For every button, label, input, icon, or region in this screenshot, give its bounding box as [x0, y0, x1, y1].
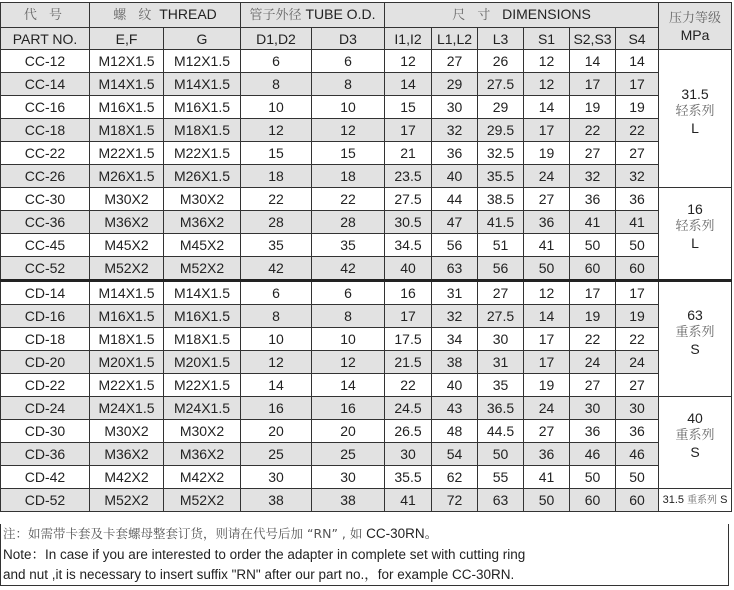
thread-g: M14X1.5	[164, 73, 241, 96]
dim-l1l2: 40	[432, 165, 478, 188]
dim-i1i2: 17	[385, 305, 432, 328]
header-tube-od: 管子外径 TUBE O.D.	[241, 3, 385, 28]
dim-l3: 29.5	[478, 119, 524, 142]
grade-series-cn: 轻系列	[675, 219, 715, 234]
tube-d3: 12	[312, 119, 385, 142]
part-no: CD-52	[1, 489, 90, 512]
tube-d1d2: 10	[241, 328, 312, 351]
grade-series: S	[720, 493, 728, 506]
thread-ef: M16X1.5	[90, 305, 164, 328]
dim-i1i2: 41	[385, 489, 432, 512]
header-part-no: PART NO.	[1, 28, 90, 50]
dim-i1i2: 34.5	[385, 234, 432, 257]
dim-s2s3: 22	[570, 328, 616, 351]
table-row	[1, 305, 732, 328]
grade-series: S	[690, 340, 700, 357]
thread-g: M14X1.5	[164, 281, 241, 305]
grade-series: S	[690, 444, 700, 460]
dim-s1: 12	[524, 73, 570, 96]
tube-d1d2: 8	[241, 305, 312, 328]
tube-d3: 18	[312, 165, 385, 188]
dim-s2s3: 24	[570, 351, 616, 374]
tube-d1d2: 12	[241, 351, 312, 374]
dim-i1i2: 15	[385, 96, 432, 119]
thread-ef: M45X2	[90, 234, 164, 257]
tube-d1d2: 20	[241, 420, 312, 443]
part-no: CD-22	[1, 374, 90, 397]
thread-ef: M18X1.5	[90, 328, 164, 351]
col-s2s3: S2,S3	[570, 28, 616, 50]
thread-ef: M52X2	[90, 489, 164, 512]
dim-l1l2: 47	[432, 211, 478, 234]
table-row	[1, 211, 732, 234]
part-no: CD-36	[1, 443, 90, 466]
col-ef: E,F	[90, 28, 164, 50]
header-part-cn: 代 号	[1, 3, 90, 28]
dim-s4: 36	[616, 420, 659, 443]
dim-l1l2: 72	[432, 489, 478, 512]
dim-s2s3: 27	[570, 142, 616, 165]
col-g: G	[164, 28, 241, 50]
dim-s4: 46	[616, 443, 659, 466]
dim-l1l2: 29	[432, 73, 478, 96]
thread-ef: M30X2	[90, 420, 164, 443]
dim-s2s3: 60	[570, 257, 616, 281]
dim-s1: 24	[524, 165, 570, 188]
dim-l1l2: 32	[432, 119, 478, 142]
thread-ef: M20X1.5	[90, 351, 164, 374]
table-row	[1, 234, 732, 257]
col-l1l2: L1,L2	[432, 28, 478, 50]
table-row	[1, 374, 732, 397]
dim-l1l2: 36	[432, 142, 478, 165]
part-no: CD-18	[1, 328, 90, 351]
grade-series-cn: 重系列	[675, 324, 715, 340]
dim-s4: 17	[616, 73, 659, 96]
dim-s4: 60	[616, 257, 659, 281]
thread-g: M52X2	[164, 257, 241, 281]
dim-s1: 27	[524, 188, 570, 211]
tube-d3: 15	[312, 142, 385, 165]
dim-l3: 50	[478, 443, 524, 466]
part-no: CC-18	[1, 119, 90, 142]
tube-d1d2: 10	[241, 96, 312, 119]
table-row	[1, 165, 732, 188]
header-dimensions: 尺 寸 DIMENSIONS	[385, 3, 659, 28]
thread-g: M18X1.5	[164, 119, 241, 142]
tube-d3: 28	[312, 211, 385, 234]
dim-l1l2: 40	[432, 374, 478, 397]
dim-s1: 41	[524, 234, 570, 257]
thread-ef: M16X1.5	[90, 96, 164, 119]
dim-s2s3: 46	[570, 443, 616, 466]
tube-d3: 25	[312, 443, 385, 466]
thread-g: M22X1.5	[164, 374, 241, 397]
pressure-grade-cell	[659, 397, 732, 489]
col-d3: D3	[312, 28, 385, 50]
dim-l1l2: 54	[432, 443, 478, 466]
thread-ef: M14X1.5	[90, 73, 164, 96]
dim-s4: 50	[616, 466, 659, 489]
thread-g: M30X2	[164, 420, 241, 443]
table-row	[1, 281, 732, 305]
dim-l3: 41.5	[478, 211, 524, 234]
dim-s1: 12	[524, 50, 570, 73]
dim-s1: 24	[524, 397, 570, 420]
dim-s2s3: 50	[570, 234, 616, 257]
dim-s1: 36	[524, 443, 570, 466]
dim-l3: 56	[478, 257, 524, 281]
grade-series: L	[691, 120, 699, 136]
table-row	[1, 489, 732, 512]
part-no: CC-45	[1, 234, 90, 257]
dim-s4: 14	[616, 50, 659, 73]
header-pressure-grade: 压力等级 MPa	[659, 3, 732, 50]
col-d1d2: D1,D2	[241, 28, 312, 50]
dim-l1l2: 63	[432, 257, 478, 281]
thread-ef: M14X1.5	[90, 281, 164, 305]
thread-g: M12X1.5	[164, 50, 241, 73]
thread-g: M24X1.5	[164, 397, 241, 420]
part-no: CD-16	[1, 305, 90, 328]
dim-i1i2: 14	[385, 73, 432, 96]
table-row	[1, 257, 732, 281]
dim-l1l2: 34	[432, 328, 478, 351]
thread-ef: M18X1.5	[90, 119, 164, 142]
dim-i1i2: 21	[385, 142, 432, 165]
tube-d3: 42	[312, 257, 385, 281]
dim-s1: 17	[524, 119, 570, 142]
dim-s4: 41	[616, 211, 659, 234]
thread-g: M52X2	[164, 489, 241, 512]
dim-i1i2: 24.5	[385, 397, 432, 420]
dim-l3: 35	[478, 374, 524, 397]
dim-l1l2: 27	[432, 50, 478, 73]
dim-s2s3: 14	[570, 50, 616, 73]
tube-d1d2: 30	[241, 466, 312, 489]
tube-d3: 8	[312, 73, 385, 96]
tube-d1d2: 18	[241, 165, 312, 188]
dim-s4: 22	[616, 119, 659, 142]
tube-d1d2: 8	[241, 73, 312, 96]
grade-series: L	[691, 235, 699, 251]
dim-l3: 31	[478, 351, 524, 374]
thread-g: M26X1.5	[164, 165, 241, 188]
dim-s2s3: 19	[570, 305, 616, 328]
tube-d1d2: 16	[241, 397, 312, 420]
tube-d1d2: 6	[241, 50, 312, 73]
dim-i1i2: 35.5	[385, 466, 432, 489]
pressure-grade-cell	[659, 281, 732, 397]
part-no: CC-14	[1, 73, 90, 96]
thread-g: M42X2	[164, 466, 241, 489]
grade-series-cn: 重系列	[687, 494, 718, 506]
grade-series-cn: 轻系列	[675, 104, 715, 119]
grade-value: 40	[687, 410, 703, 426]
tube-d1d2: 25	[241, 443, 312, 466]
tube-d1d2: 28	[241, 211, 312, 234]
dim-s4: 30	[616, 397, 659, 420]
dim-i1i2: 16	[385, 281, 432, 305]
table-row	[1, 443, 732, 466]
dim-i1i2: 23.5	[385, 165, 432, 188]
dim-l1l2: 56	[432, 234, 478, 257]
dim-l1l2: 32	[432, 305, 478, 328]
pressure-grade-cell	[659, 188, 732, 281]
tube-d3: 8	[312, 305, 385, 328]
thread-ef: M30X2	[90, 188, 164, 211]
dim-s2s3: 60	[570, 489, 616, 512]
dim-i1i2: 21.5	[385, 351, 432, 374]
thread-ef: M24X1.5	[90, 397, 164, 420]
part-no: CD-42	[1, 466, 90, 489]
thread-ef: M42X2	[90, 466, 164, 489]
tube-d3: 14	[312, 374, 385, 397]
tube-d3: 10	[312, 96, 385, 119]
part-no: CC-16	[1, 96, 90, 119]
dim-s2s3: 17	[570, 73, 616, 96]
thread-g: M36X2	[164, 211, 241, 234]
part-no: CC-22	[1, 142, 90, 165]
table-row	[1, 351, 732, 374]
dim-s4: 22	[616, 328, 659, 351]
thread-g: M16X1.5	[164, 305, 241, 328]
dim-s1: 14	[524, 305, 570, 328]
part-no: CC-30	[1, 188, 90, 211]
part-no: CC-36	[1, 211, 90, 234]
table-row	[1, 142, 732, 165]
dim-s1: 36	[524, 211, 570, 234]
tube-d3: 6	[312, 281, 385, 305]
dim-l1l2: 43	[432, 397, 478, 420]
dim-s4: 32	[616, 165, 659, 188]
dim-s4: 27	[616, 374, 659, 397]
dim-s2s3: 19	[570, 96, 616, 119]
thread-ef: M22X1.5	[90, 142, 164, 165]
dim-l3: 27.5	[478, 305, 524, 328]
dim-l3: 26	[478, 50, 524, 73]
dim-s4: 17	[616, 281, 659, 305]
dim-s2s3: 36	[570, 420, 616, 443]
dim-s2s3: 32	[570, 165, 616, 188]
dim-i1i2: 22	[385, 374, 432, 397]
dim-l3: 35.5	[478, 165, 524, 188]
order-note	[0, 524, 729, 586]
note-line-en-1: Note：In case if you are interested to order the adapter in complete set with cutting ring	[3, 546, 526, 562]
dim-s1: 14	[524, 96, 570, 119]
dim-s2s3: 22	[570, 119, 616, 142]
dim-s1: 17	[524, 351, 570, 374]
table-row	[1, 466, 732, 489]
thread-ef: M36X2	[90, 211, 164, 234]
grade-value: 31.5	[681, 86, 709, 102]
dim-s2s3: 41	[570, 211, 616, 234]
dim-l3: 38.5	[478, 188, 524, 211]
dim-i1i2: 40	[385, 257, 432, 281]
tube-d3: 20	[312, 420, 385, 443]
thread-g: M20X1.5	[164, 351, 241, 374]
thread-g: M22X1.5	[164, 142, 241, 165]
dim-i1i2: 26.5	[385, 420, 432, 443]
dim-s2s3: 30	[570, 397, 616, 420]
dim-l3: 30	[478, 328, 524, 351]
dim-s1: 50	[524, 489, 570, 512]
dim-i1i2: 17	[385, 119, 432, 142]
dim-l3: 27	[478, 281, 524, 305]
dim-s4: 24	[616, 351, 659, 374]
dim-l1l2: 62	[432, 466, 478, 489]
dim-s2s3: 50	[570, 466, 616, 489]
dim-s4: 60	[616, 489, 659, 512]
tube-d1d2: 35	[241, 234, 312, 257]
thread-g: M45X2	[164, 234, 241, 257]
part-no: CC-26	[1, 165, 90, 188]
dim-l3: 63	[478, 489, 524, 512]
thread-g: M36X2	[164, 443, 241, 466]
dim-l1l2: 31	[432, 281, 478, 305]
note-line-en-2: and nut ,it is necessary to insert suffix "RN" after our part no.，for example CC-30RN.	[3, 567, 515, 582]
table-row	[1, 50, 732, 73]
dimensions-table	[0, 2, 732, 512]
table-row	[1, 397, 732, 420]
dim-i1i2: 30.5	[385, 211, 432, 234]
dim-s2s3: 36	[570, 188, 616, 211]
dim-l3: 36.5	[478, 397, 524, 420]
grade-value: 31.5	[662, 493, 684, 506]
part-no: CD-14	[1, 281, 90, 305]
dim-l1l2: 48	[432, 420, 478, 443]
dim-i1i2: 27.5	[385, 188, 432, 211]
tube-d3: 22	[312, 188, 385, 211]
dim-l3: 55	[478, 466, 524, 489]
dim-s1: 17	[524, 328, 570, 351]
tube-d3: 6	[312, 50, 385, 73]
dim-s1: 27	[524, 420, 570, 443]
dim-s1: 19	[524, 142, 570, 165]
table-row	[1, 188, 732, 211]
dim-s4: 19	[616, 305, 659, 328]
table-row	[1, 328, 732, 351]
tube-d1d2: 38	[241, 489, 312, 512]
dim-l3: 51	[478, 234, 524, 257]
col-i1i2: I1,I2	[385, 28, 432, 50]
dim-s4: 50	[616, 234, 659, 257]
tube-d1d2: 14	[241, 374, 312, 397]
tube-d1d2: 22	[241, 188, 312, 211]
dim-s2s3: 17	[570, 281, 616, 305]
thread-ef: M36X2	[90, 443, 164, 466]
tube-d3: 16	[312, 397, 385, 420]
tube-d3: 30	[312, 466, 385, 489]
dim-i1i2: 17.5	[385, 328, 432, 351]
dim-l3: 44.5	[478, 420, 524, 443]
grade-series-cn: 重系列	[675, 428, 715, 443]
tube-d3: 10	[312, 328, 385, 351]
tube-d3: 35	[312, 234, 385, 257]
tube-d3: 38	[312, 489, 385, 512]
tube-d1d2: 15	[241, 142, 312, 165]
dim-s1: 50	[524, 257, 570, 281]
part-no: CD-20	[1, 351, 90, 374]
dim-l1l2: 38	[432, 351, 478, 374]
dim-s1: 19	[524, 374, 570, 397]
tube-d1d2: 12	[241, 119, 312, 142]
dim-s4: 27	[616, 142, 659, 165]
dim-s1: 12	[524, 281, 570, 305]
dim-i1i2: 12	[385, 50, 432, 73]
part-no: CC-52	[1, 257, 90, 281]
table-row	[1, 420, 732, 443]
col-s1: S1	[524, 28, 570, 50]
table-row	[1, 73, 732, 96]
tube-d3: 12	[312, 351, 385, 374]
header-thread: 螺 纹 THREAD	[90, 3, 241, 28]
thread-g: M30X2	[164, 188, 241, 211]
pressure-grade-cell	[659, 489, 732, 512]
part-no: CD-24	[1, 397, 90, 420]
dim-l3: 32.5	[478, 142, 524, 165]
note-line-cn: 注：如需带卡套及卡套螺母整套订货，则请在代号后加 “RN” , 如 CC-30RN。	[3, 526, 439, 541]
thread-g: M18X1.5	[164, 328, 241, 351]
col-l3: L3	[478, 28, 524, 50]
table-row	[1, 119, 732, 142]
dim-i1i2: 30	[385, 443, 432, 466]
dim-l1l2: 30	[432, 96, 478, 119]
thread-ef: M22X1.5	[90, 374, 164, 397]
dim-s1: 41	[524, 466, 570, 489]
table-row	[1, 96, 732, 119]
pressure-grade-cell	[659, 50, 732, 188]
thread-ef: M26X1.5	[90, 165, 164, 188]
dim-s2s3: 27	[570, 374, 616, 397]
thread-ef: M12X1.5	[90, 50, 164, 73]
thread-ef: M52X2	[90, 257, 164, 281]
dim-l3: 29	[478, 96, 524, 119]
tube-d1d2: 42	[241, 257, 312, 281]
grade-value: 63	[687, 306, 703, 323]
part-no: CC-12	[1, 50, 90, 73]
dim-s4: 19	[616, 96, 659, 119]
grade-value: 16	[687, 201, 703, 217]
dim-l1l2: 44	[432, 188, 478, 211]
col-s4: S4	[616, 28, 659, 50]
dim-s4: 36	[616, 188, 659, 211]
tube-d1d2: 6	[241, 281, 312, 305]
part-no: CD-30	[1, 420, 90, 443]
thread-g: M16X1.5	[164, 96, 241, 119]
dim-l3: 27.5	[478, 73, 524, 96]
